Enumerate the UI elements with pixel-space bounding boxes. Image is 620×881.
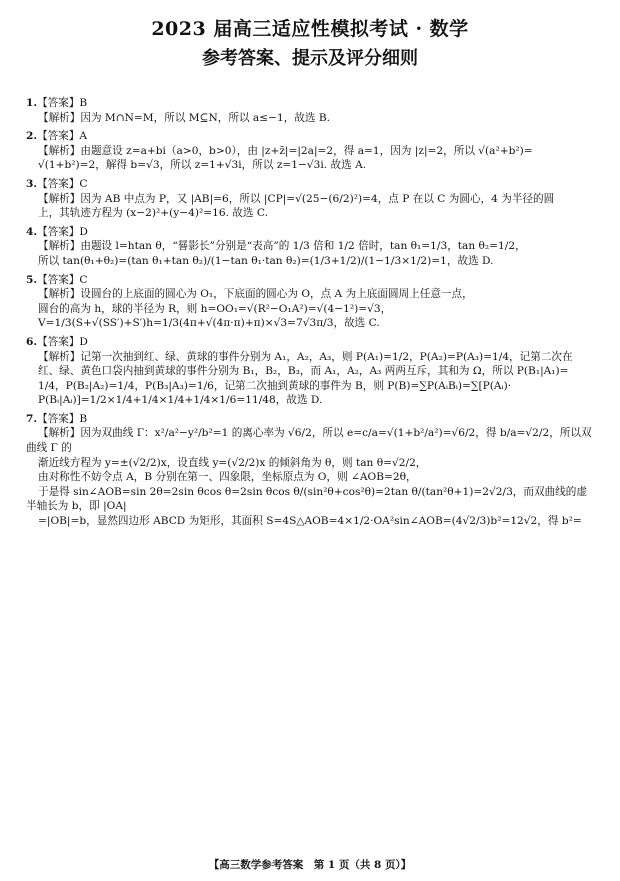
solution-line: 所以 tan(θ₁+θ₂)=(tan θ₁+tan θ₂)/(1−tan θ₁·tan θ₂)=(1/3+1/2)/(1−1/3×1/2)=1，故选 D. <box>38 254 494 267</box>
solution-line: 由对称性不妨令点 A，B 分别在第一、四象限，坐标原点为 O，则 ∠AOB=2θ， <box>38 471 417 484</box>
answer-line <box>26 273 596 288</box>
solution-line: V=1/3(S+√(SS′)+S′)h=1/3(4π+√(4π·π)+π)×√3=7√3π/3，故选 C. <box>38 317 380 330</box>
solution-line: 【解析】设圆台的上底面的圆心为 O₁，下底面的圆心为 O，点 A 为上底面圆周上任意一点， <box>38 288 473 301</box>
page-title: 2023 届高三适应性模拟考试 · 数学 <box>151 18 469 40</box>
answer-line <box>26 412 596 427</box>
answer-choice: 【答案】D <box>37 335 88 348</box>
question-number: 3. <box>26 177 38 190</box>
answer-item <box>26 96 596 125</box>
question-number: 5. <box>26 273 38 286</box>
answer-choice: 【答案】A <box>37 130 88 143</box>
answer-choice: 【答案】C <box>37 273 88 286</box>
answer-choice: 【答案】B <box>37 412 88 425</box>
answer-item <box>26 335 596 408</box>
solution-line: 红、绿、黄色口袋内抽到黄球的事件分别为 B₁，B₂，B₃，而 A₁，A₂，A₃ 两两互斥，其和为 Ω，所以 P(B₁|A₁)= <box>38 365 569 378</box>
answer-list <box>26 96 596 533</box>
question-number: 2. <box>26 130 38 143</box>
answer-line <box>26 335 596 350</box>
page-subtitle: 参考答案、提示及评分细则 <box>202 48 418 69</box>
answer-choice: 【答案】C <box>37 177 88 190</box>
answer-item <box>26 273 596 331</box>
solution-line: 【解析】由题意设 z=a+bi（a>0，b>0），由 |z+z̄|=|2a|=2，得 a=1，因为 |z|=2，所以 √(a²+b²)= <box>38 144 533 157</box>
answer-choice: 【答案】D <box>37 225 88 238</box>
solution-line: 【解析】记第一次抽到红、绿、黄球的事件分别为 A₁，A₂，A₃，则 P(A₁)=1/2，P(A₂)=P(A₃)=1/4，记第二次在 <box>38 350 573 363</box>
question-number: 7. <box>26 412 38 425</box>
solution-line: 渐近线方程为 y=±(√2/2)x，设直线 y=(√2/2)x 的倾斜角为 θ，则 tan θ=√2/2， <box>38 456 427 469</box>
solution-line: 【解析】因为 AB 中点为 P，又 |AB|=6，所以 |CP|=√(25−(6/2)²)=4，点 P 在以 C 为圆心，4 为半径的圆 <box>38 192 555 205</box>
solution-line: 【解析】由题设 l=htan θ，“晷影长”分别是“表高”的 1/3 倍和 1/2 倍时，tan θ₁=1/3，tan θ₂=1/2， <box>38 240 526 253</box>
solution-line: √(1+b²)=2，解得 b=√3，所以 z=1+√3i，所以 z=1−√3i. 故选 A. <box>38 159 367 172</box>
solution-line: 【解析】因为 M∩N=M，所以 M⊆N，所以 a≤−1，故选 B. <box>38 111 331 124</box>
answer-line <box>26 177 596 192</box>
question-number: 1. <box>26 97 38 109</box>
solution-line: =|OB|=b，显然四边形 ABCD 为矩形，其面积 S=4S△AOB=4×1/2·OA²sin∠AOB=(4√2/3)b²=12√2，得 b²= <box>38 515 582 528</box>
answer-line <box>26 96 596 111</box>
solution-line: 【解析】因为双曲线 Γ：x²/a²−y²/b²=1 的离心率为 √6/2，所以 e=c/a=√(1+b²/a²)=√6/2，得 b/a=√2/2，所以双曲线 Γ 的 <box>26 427 592 455</box>
solution-line: 上，其轨迹方程为 (x−2)²+(y−4)²=16. 故选 C. <box>38 207 268 220</box>
answer-item <box>26 225 596 269</box>
answer-item <box>26 129 596 173</box>
solution-line: 圆台的高为 h，球的半径为 R，则 h=OO₁=√(R²−O₁A²)=√(4−1²)=√3， <box>38 302 392 315</box>
question-number: 6. <box>26 335 38 348</box>
answer-choice: 【答案】B <box>37 97 88 109</box>
answer-line <box>26 225 596 240</box>
solution-line: 1/4，P(B₂|A₂)=1/4，P(B₃|A₃)=1/6，记第二次抽到黄球的事件为 B，则 P(B)=∑P(AᵢBᵢ)=∑[P(Aᵢ)· <box>38 379 512 392</box>
answer-item <box>26 177 596 221</box>
question-number: 4. <box>26 225 38 238</box>
solution-line: P(Bᵢ|Aᵢ)]=1/2×1/4+1/4×1/4+1/4×1/6=11/48，故选 D. <box>38 394 323 407</box>
solution-line: 于是得 sin∠AOB=sin 2θ=2sin θcos θ=2sin θcos θ/(sin²θ+cos²θ)=2tan θ/(tan²θ+1)=2√2/3，而双曲线的虚半轴长为 b，即 |OA| <box>26 485 587 513</box>
answer-item <box>26 412 596 529</box>
answer-line <box>26 129 596 144</box>
page-footer: 【高三数学参考答案 第 1 页（共 8 页）】 <box>208 859 412 871</box>
